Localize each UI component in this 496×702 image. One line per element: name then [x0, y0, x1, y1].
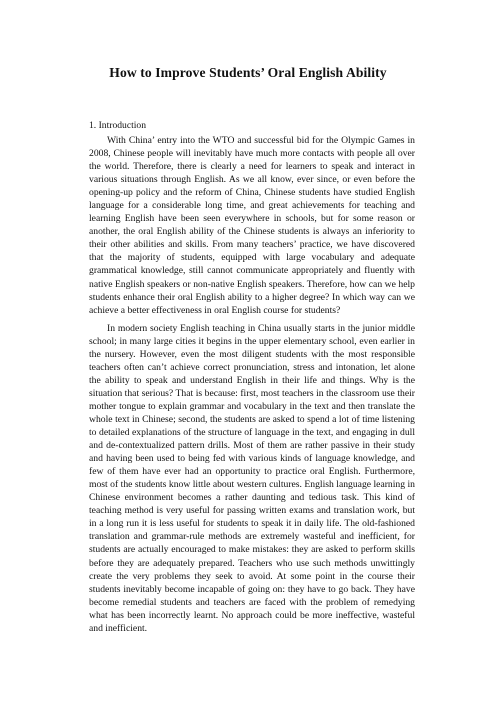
paragraph-1: With China’ entry into the WTO and successful bid for the Olympic Games in 2008, Chinese people will inevitably have much more contacts with people all over the world. Therefore, there is clearly a need for learners to speak and interact in various situations through English. As we all know, ever since, or even before the opening-up policy and the reform of China, Chinese students have studied English language for a considerable long time, and great achievements for teaching and learning English have been seen everywhere in schools, but for some reason or another, the oral English ability of the Chinese students is always an inferiority to their other abilities and skills. From many teachers’ practice, we have discovered that the majority of students, equipped with large vocabulary and adequate grammatical knowledge, still cannot communicate appropriately and fluently with native English speakers or non-native English speakers. Therefore, how can we help students enhance their oral English ability to a higher degree? In which way can we achieve a better effectiveness in oral English course for students?	[89, 135, 415, 316]
document-body	[89, 119, 415, 635]
section-heading: 1. Introduction	[89, 120, 147, 131]
document-title: How to Improve Students’ Oral English Ability	[109, 65, 387, 80]
paragraph-2: In modern society English teaching in China usually starts in the junior middle school; in many large cities it begins in the upper elementary school, even earlier in the nursery. However, even the most diligent students with the most responsible teachers often can’t achieve correct pronunciation, stress and intonation, let alone the ability to speak and understand English in their life and things. Why is the situation that serious? That is because: first, most teachers in the classroom use their mother tongue to explain grammar and vocabulary in the text and then translate the whole text in Chinese; second, the students are asked to spend a lot of time listening to detailed explanations of the structure of language in the text, and engaging in dull and de-contextualized pattern drills. Most of them are rather passive in their study and having been used to being fed with various kinds of language knowledge, and few of them have ever had an opportunity to practice oral English. Furthermore, most of the students know little about western cultures. English language learning in Chinese environment becomes a rather daunting and tedious task. This kind of teaching method is very useful for passing written exams and translation work, but in a long run it is less useful for students to speak it in daily life. The old-fashioned translation and grammar-rule methods are extremely wasteful and inefficient, for students are actually encouraged to make mistakes: they are asked to perform skills before they are adequately prepared. Teachers who use such methods unwittingly create the very problems they seek to avoid. At some point in the course their students inevitably become incapable of going on: they have to go back. They have become remedial students and teachers are faced with the problem of remedying what has been incorrectly learnt. No approach could be more ineffective, wasteful and inefficient.	[89, 322, 415, 634]
